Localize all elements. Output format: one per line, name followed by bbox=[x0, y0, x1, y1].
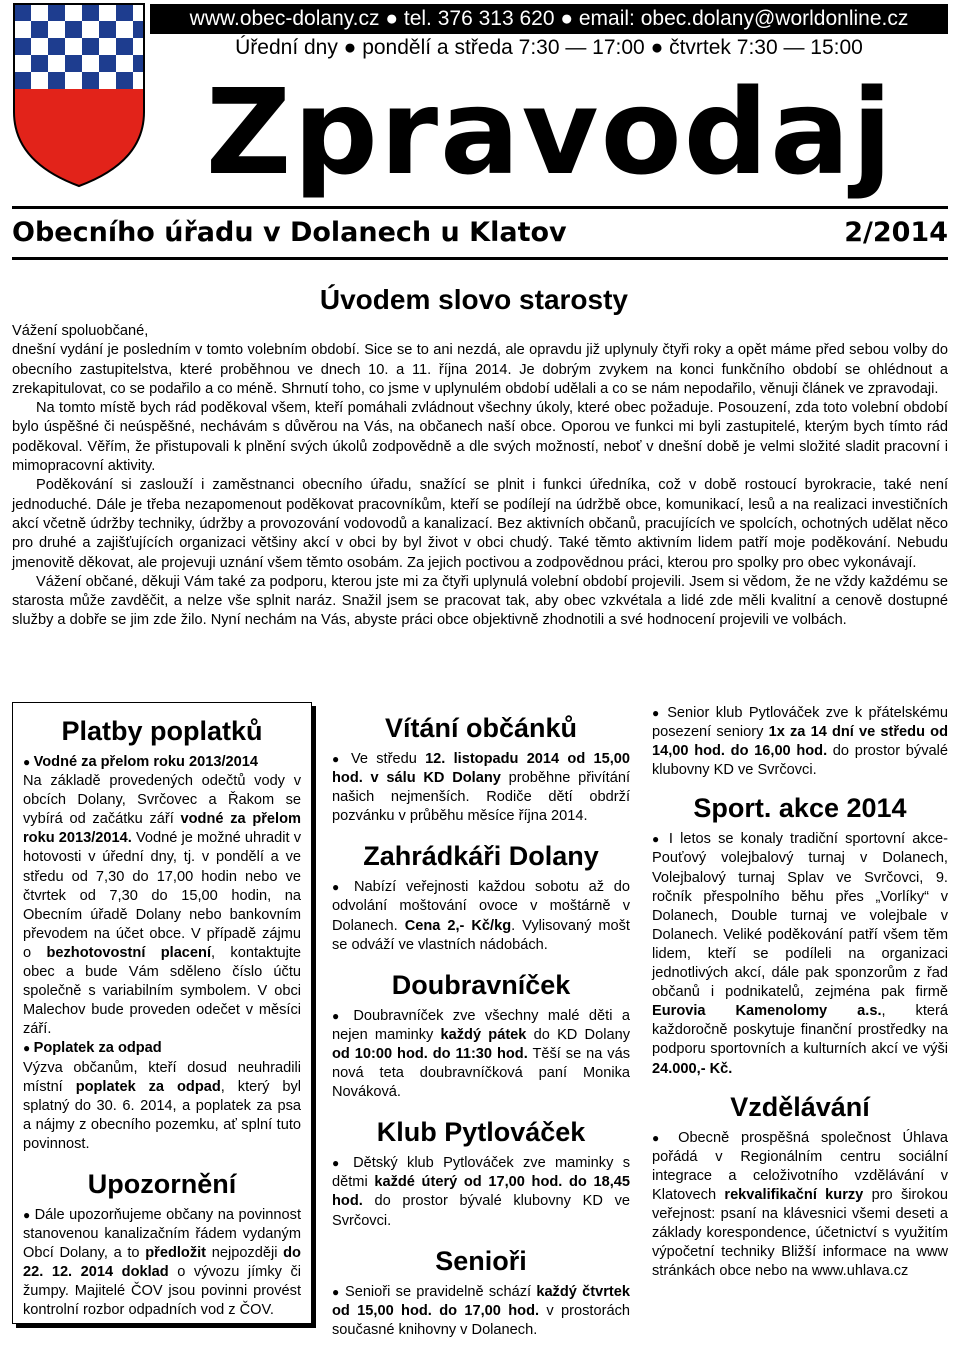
bullet-icon bbox=[652, 705, 667, 721]
welcome-box bbox=[332, 702, 630, 748]
section-heading: Senioři bbox=[435, 1245, 527, 1276]
village-crest-logo bbox=[12, 2, 146, 188]
section-heading: Upozornění bbox=[87, 1168, 237, 1199]
intro-paragraph: Na tomto místě bych rád poděkoval všem, kteří pomáhali zvládnout všechny úkoly, které obec požaduje. Posouzení, zda toto volební období bylo úspěšné či neúspěšné, nechávám s důvěrou na Vás, na občanech naší obce. Oporou ve funkci mi byli zastupitelé, kterým bych tímto rád poděkoval. Věřím, že přistupovali k plnění svých úkolů zodpovědně a dle svých možností, neboť v dnešní době je velmi složité sladit pracovní i mimopracovní aktivity. bbox=[12, 400, 948, 475]
fee-item: ● Vodné za přelom roku 2013/2014 bbox=[23, 753, 301, 772]
bullet-icon bbox=[332, 1284, 345, 1300]
event-text: ● Senioři se pravidelně schází každý čtvrtek od 15,00 hod. do 17,00 hod. v prostorách současné knihovny v Dolanech. bbox=[332, 1283, 630, 1340]
issue-number: 2/2014 bbox=[844, 217, 948, 248]
publisher-name: Obecního úřadu v Dolanech u Klatov bbox=[12, 217, 567, 248]
bullet-icon bbox=[23, 1040, 34, 1056]
mayor-intro bbox=[12, 322, 948, 631]
intro-paragraph: dnešní vydání je posledním v tomto volebním období. Sice se to ani nezdá, ale opravdu již uplynuly čtyři roky a opět máme před sebou volby do obecního zastupitelstva, které proběhnou ve dnech 10. a 11. října 2014. Je dobrým zvykem na konci funkčního období se ohlédnout a zrekapitulovat, co se podařilo a co méně. Shrnutí toho, co jsme v uplynulém období udělali a co se nám nepodařilo, věnuji článek ve zpravodaji. bbox=[12, 342, 948, 397]
section-heading: Klub Pytlováček bbox=[376, 1117, 586, 1148]
section-heading: Platby poplatků bbox=[61, 716, 263, 746]
bullet-icon bbox=[332, 879, 354, 895]
education-text: ● Obecně prospěšná společnost Úhlava pořádá v Regionálním centru sociální integrace a celoživotního vzdělávání v Klatovech rekvalifikační kurzy pro širokou veřejnost: psaní na klávesnici všemi deseti a základy korespondence, účetnictví s využitím výpočetní techniky Bližší informace na www stránkách obce nebo na www.uhlava.cz bbox=[652, 1129, 948, 1282]
bullet-icon bbox=[23, 754, 34, 770]
bullet-icon bbox=[332, 1155, 353, 1171]
event-text: ● Doubravníček zve všechny malé děti a nejen maminky každý pátek do KD Dolany od 10:00 hod. do 11:30 hod. Těší se na vás nová teta doubravníčková paní Monika Nováková. bbox=[332, 1007, 630, 1102]
fee-item: ● Poplatek za odpad bbox=[23, 1039, 301, 1058]
event-text: ● Dětský klub Pytlováček zve maminky s dětmi každé úterý od 17,00 hod. do 18,45 hod. do prostor bývalé klubovny KD ve Svrčovci. bbox=[332, 1154, 630, 1230]
intro-paragraph: Vážení občané, děkuji Vám také za podporu, kterou jste mi za čtyři uplynulá volební období projevili. Jsem si vědom, že ne vždy každému se starosta může zavděčit, a nelze vše splnit naráz. Snažil jsem se pracovat tak, aby obec vzkvétala a lidé zde měli kvalitní a cenově dostupné služby a dobře se jim zde žilo. Nyní nechám na Vás, abyste práci obce objektivně zhodnotili a své hodnocení projevili ve volbách. bbox=[12, 573, 948, 629]
fee-text: Výzva občanům, kteří dosud neuhradili místní poplatek za odpad, který byl splatný do 30. 6. 2014, a poplatek za psa a nájmy z obecního pozemku, ať splní tuto povinnost. bbox=[23, 1059, 302, 1152]
bullet-icon bbox=[652, 831, 669, 847]
sport-text: ● I letos se konaly tradiční sportovní akce-Pouťový volejbalový turnaj v Dolanech, Volejbalový turnaj Splav ve Svrčovci, 9. ročník přespolního běhu přes „Vorlíky“ v Dolanech, Double turnaj ve volejbale v Dolanech. Veliké poděkování patří všem těm lidem, kteří se podíleli na organizaci jednotlivých akcí, dále pak sponzorům z řad občanů i podnikatelů, zejména pak firmě Eurovia Kamenolomy a.s., která každoročně poskytuje finanční prostředky na podporu sportovních a kulturních akcí ve výši 24.000,- Kč. bbox=[652, 830, 948, 1078]
event-text: ● Nabízí veřejnosti každou sobotu až do odvolání moštování ovoce v moštárně v Dolanech. Cena 2,- Kč/kg. Vylisovaný mošt se odváží ve vlastních nádobách. bbox=[332, 878, 630, 954]
column-sports bbox=[652, 704, 948, 1281]
bullet-icon bbox=[23, 1207, 35, 1223]
bullet-icon bbox=[332, 1008, 353, 1024]
intro-heading: Úvodem slovo starosty bbox=[319, 284, 628, 315]
intro-paragraph: Poděkování si zaslouží i zaměstnanci obecního úřadu, snažící se plnit i funkci úředníka, což v době rostoucí byrokracie, také není jednoduché. Dále je třeba nezapomenout poděkovat pracovníkům, kteří se podílejí na údržbě obce, komunikací, lesů a na realizaci investičních akcí včetně údržby techniky, údržby a provozování vodovodů a kanalizací. Bez aktivních občanů, pracujících ve spolcích, ochotných udělat něco pro druhé a zajišťujících organizaci většiny akcí v obci by byl život v obci chudý. Také těmto aktivním lidem patří moje poděkování. Nebudu jmenovitě děkovat, ale projevuji uznání všem těmto osobám. Za jejich poctivou a zodpovědnou práci, kterou pro spolky pro obec vykonávají. bbox=[12, 477, 948, 571]
bullet-icon bbox=[652, 1130, 678, 1146]
column-events bbox=[332, 702, 630, 1340]
masthead-title: Zpravodaj bbox=[205, 63, 895, 201]
section-heading: Vítání občánků bbox=[384, 713, 578, 743]
section-heading: Zahrádkáři Dolany bbox=[363, 841, 599, 872]
notice-text: ● Dále upozorňujeme občany na povinnost stanovenou kanalizačním řádem vydaným Obcí Dolany, a to předložit nejpozději do 22. 12. 2014 doklad o vývozu jímky či žumpy. Majitelé ČOV jsou povinni provést kontrolní rozbor odpadních vod z ČOV. bbox=[23, 1206, 301, 1321]
bullet-icon bbox=[332, 751, 351, 767]
section-heading: Doubravníček bbox=[391, 969, 571, 1000]
office-hours: Úřední dny ● pondělí a středa 7:30 — 17:00 ● čtvrtek 7:30 — 15:00 bbox=[235, 36, 863, 59]
senior-club-text: ● Senior klub Pytlováček zve k přátelskému posezení seniory 1x za 14 dní ve středu od 14,00 hod. do 16,00 hod. do prostor bývalé klubovny KD ve Svrčovci. bbox=[652, 704, 948, 780]
fee-text: Na základě provedených odečtů vody v obcích Dolany, Svrčovec a Řakom se vybírá od začátku září vodné za přelom roku 2013/2014. Vodné je možné uhradit v hotovosti v úřední dny, tj. v pondělí a ve středu od 7,30 do 17,00 hodin nebo ve čtvrtek od 7,30 do 15,00 hodin, na Obecním úřadě Dolany nebo bankovním převodem na účet obce. V případě zájmu o bezhotovostní placení, kontaktujte obec a bude Vám sděleno číslo účtu společně s variabilním symbolem. V obci Malechov bude proveden odečet v měsíci září. bbox=[23, 773, 301, 1038]
section-heading: Sport. akce 2014 bbox=[693, 793, 907, 824]
subtitle-bar bbox=[12, 206, 948, 260]
event-text: ● Ve středu 12. listopadu 2014 od 15,00 hod. v sálu KD Dolany proběhne přivítání našich nejmenších. Rodiče dětí obdrží pozvánku v průběhu měsíce října 2014. bbox=[332, 750, 630, 826]
intro-greeting: Vážení spoluobčané, bbox=[12, 323, 149, 339]
column-fees bbox=[12, 702, 312, 1324]
section-heading: Vzdělávání bbox=[730, 1091, 870, 1122]
contact-bar: www.obec-dolany.cz ● tel. 376 313 620 ● email: obec.dolany@worldonline.cz bbox=[150, 4, 948, 34]
